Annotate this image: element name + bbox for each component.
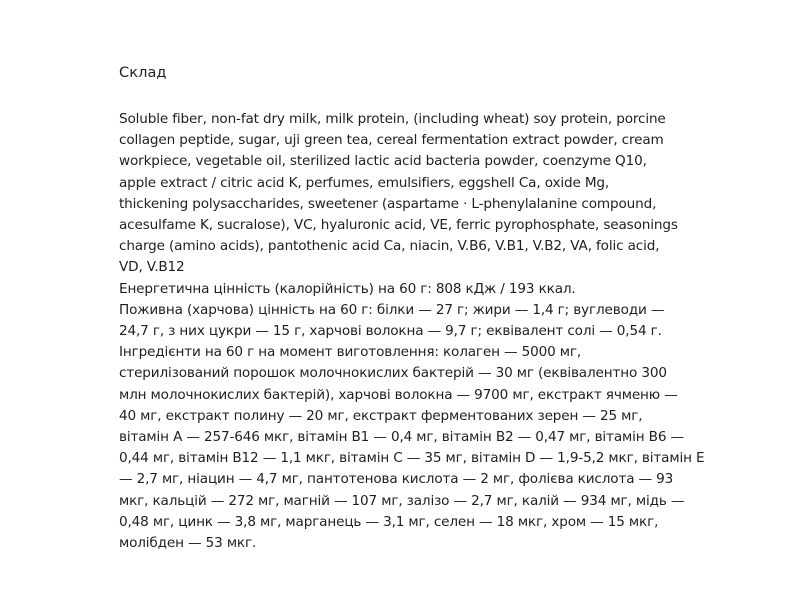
ingredients-ukrainian-line: 0,48 мг, цинк — 3,8 мг, марганець — 3,1 мг, селен — 18 мкг, хром — 15 мкг,	[119, 513, 659, 530]
ingredients-ukrainian-line: Інгредієнти на 60 г на момент виготовлення: колаген — 5000 мг,	[119, 344, 582, 361]
ingredients-ukrainian-line: 40 мг, екстракт полину — 20 мг, екстракт ферментованих зерен — 25 мг,	[119, 407, 643, 424]
ingredients-ukrainian-line: молібден — 53 мкг.	[119, 535, 257, 552]
ingredients-english-paragraph	[119, 109, 689, 279]
energy-value-paragraph	[119, 279, 689, 300]
ingredients-ukrainian-line: стерилізований порошок молочнокислих бактерій — 30 мг (еквівалентно 300	[119, 365, 667, 382]
ingredients-ukrainian-paragraph	[119, 342, 705, 554]
ingredients-english-line: thickening polysaccharides, sweetener (aspartame · L-phenylalanine compound,	[119, 195, 657, 212]
ingredients-ukrainian-line: млн молочнокислих бактерій), харчові волокна — 9700 мг, екстракт ячменю —	[119, 386, 678, 403]
nutrition-value-paragraph	[119, 300, 689, 342]
energy-value-line: Енергетична цінність (калорійність) на 60 г: 808 кДж / 193 ккал.	[119, 280, 576, 297]
ingredients-english-line: Soluble fiber, non-fat dry milk, milk protein, (including wheat) soy protein, porcine	[119, 111, 666, 127]
ingredients-ukrainian-line: мкг, кальцій — 272 мг, магній — 107 мг, залізо — 2,7 мг, калій — 934 мг, мідь —	[119, 492, 685, 509]
ingredients-english-line: apple extract / citric acid K, perfumes, emulsifiers, eggshell Ca, oxide Mg,	[119, 174, 610, 191]
ingredients-english-line: collagen peptide, sugar, uji green tea, cereal fermentation extract powder, cream	[119, 132, 664, 149]
nutrition-value-line: 24,7 г, з них цукри — 15 г, харчові волокна — 9,7 г; еквівалент солі — 0,54 г.	[119, 323, 662, 340]
nutrition-value-line: Поживна (харчова) цінність на 60 г: білки — 27 г; жири — 1,4 г; вуглеводи —	[119, 301, 665, 318]
section-title: Склад	[119, 65, 167, 81]
ingredients-ukrainian-line: 0,44 мг, вітамін В12 — 1,1 мкг, вітамін С — 35 мг, вітамін D — 1,9-5,2 мкг, вітамін Е	[119, 450, 705, 467]
ingredients-english-line: VD, V.B12	[119, 259, 185, 276]
ingredients-ukrainian-line: — 2,7 мг, ніацин — 4,7 мг, пантотенова кислота — 2 мг, фолієва кислота — 93	[119, 471, 674, 488]
ingredients-english-line: acesulfame K, sucralose), VC, hyaluronic acid, VE, ferric pyrophosphate, seasonings	[119, 217, 678, 234]
ingredients-english-line: workpiece, vegetable oil, sterilized lactic acid bacteria powder, coenzyme Q10,	[119, 153, 647, 170]
ingredients-english-line: charge (amino acids), pantothenic acid Ca, niacin, V.B6, V.B1, V.B2, VA, folic acid,	[119, 238, 660, 255]
ingredients-ukrainian-line: вітамін А — 257-646 мкг, вітамін В1 — 0,4 мг, вітамін В2 — 0,47 мг, вітамін В6 —	[119, 429, 684, 446]
composition-section	[119, 62, 705, 554]
